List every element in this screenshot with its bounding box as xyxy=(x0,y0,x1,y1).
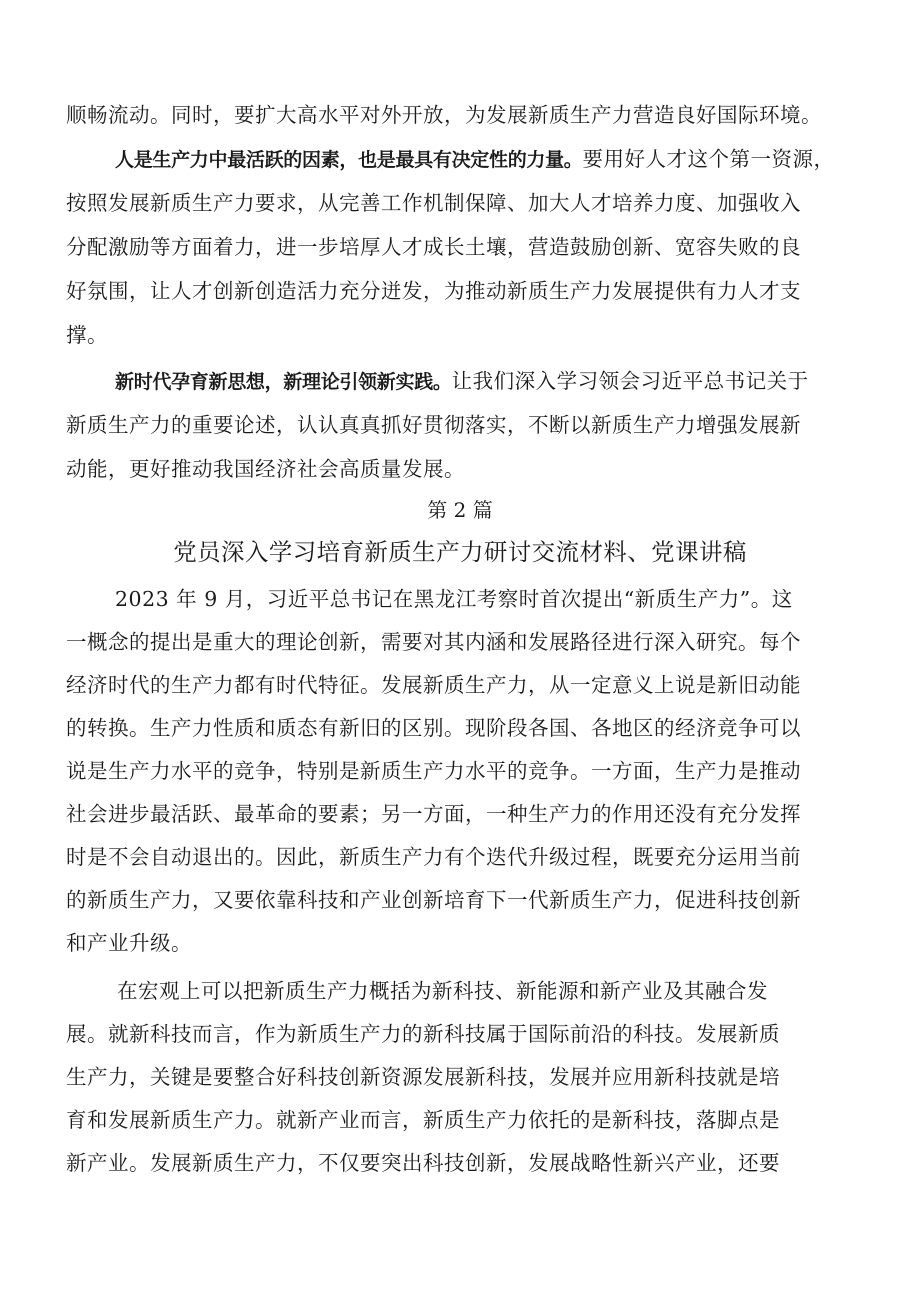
paragraph-1-line-1: 顺畅流动。同时，要扩大高水平对外开放，为发展新质生产力营造良好国际环境。 xyxy=(66,103,822,127)
paragraph-5-line-2: 展。就新科技而言，作为新质生产力的新科技属于国际前沿的科技。发展新质 xyxy=(66,1022,780,1046)
paragraph-2-line-2: 按照发展新质生产力要求，从完善工作机制保障、加大人才培养力度、加强收入 xyxy=(66,191,801,215)
paragraph-2-line-1 xyxy=(115,144,835,175)
paragraph-3-line-1-text: 让我们深入学习领会习近平总书记关于 xyxy=(451,369,809,393)
paragraph-2-line-4: 好氛围，让人才创新创造活力充分迸发，为推动新质生产力发展提供有力人才支 xyxy=(66,279,801,303)
paragraph-4-line-2: 一概念的提出是重大的理论创新，需要对其内涵和发展路径进行深入研究。每个 xyxy=(66,630,801,654)
paragraph-4-line-6: 社会进步最活跃、最革命的要素；另一方面，一种生产力的作用还没有充分发挥 xyxy=(66,802,801,826)
paragraph-5-line-5: 新产业。发展新质生产力，不仅要突出科技创新，发展战略性新兴产业，还要 xyxy=(66,1151,780,1175)
paragraph-2-line-5: 撑。 xyxy=(66,323,108,347)
paragraph-3-lead: 新时代孕育新思想，新理论引领新实践。 xyxy=(115,371,452,393)
paragraph-4-line-9: 和产业升级。 xyxy=(66,931,192,955)
section-number: 第 2 篇 xyxy=(427,498,493,522)
paragraph-4-line-5: 说是生产力水平的竞争，特别是新质生产力水平的竞争。一方面，生产力是推动 xyxy=(66,759,801,783)
paragraph-4-line-4: 的转换。生产力性质和质态有新旧的区别。现阶段各国、各地区的经济竞争可以 xyxy=(66,716,801,740)
paragraph-4-line-8: 的新质生产力，又要依靠科技和产业创新培育下一代新质生产力，促进科技创新 xyxy=(66,888,801,912)
paragraph-3-line-1 xyxy=(115,366,809,397)
paragraph-3-line-2: 新质生产力的重要论述，认认真真抓好贯彻落实，不断以新质生产力增强发展新 xyxy=(66,413,801,437)
paragraph-5-line-3: 生产力，关键是要整合好科技创新资源发展新科技，发展并应用新科技就是培 xyxy=(66,1065,780,1089)
paragraph-4-line-3: 经济时代的生产力都有时代特征。发展新质生产力，从一定意义上说是新旧动能 xyxy=(66,673,801,697)
paragraph-2-line-1-text: 要用好人才这个第一资源， xyxy=(582,147,835,171)
paragraph-4-line-7: 时是不会自动退出的。因此，新质生产力有个迭代升级过程，既要充分运用当前 xyxy=(66,845,801,869)
paragraph-2-line-3: 分配激励等方面着力，进一步培厚人才成长土壤，营造鼓励创新、宽容失败的良 xyxy=(66,235,801,259)
paragraph-3-line-3: 动能，更好推动我国经济社会高质量发展。 xyxy=(66,457,465,481)
paragraph-5-line-1: 在宏观上可以把新质生产力概括为新科技、新能源和新产业及其融合发 xyxy=(117,979,768,1003)
paragraph-5-line-4: 育和发展新质生产力。就新产业而言，新质生产力依托的是新科技，落脚点是 xyxy=(66,1108,780,1132)
document-title: 党员深入学习培育新质生产力研讨交流材料、党课讲稿 xyxy=(173,538,747,566)
paragraph-4-line-1: 2023 年 9 月，习近平总书记在黑龙江考察时首次提出“新质生产力”。这 xyxy=(115,587,793,611)
paragraph-2-lead: 人是生产力中最活跃的因素，也是最具有决定性的力量。 xyxy=(115,149,583,171)
